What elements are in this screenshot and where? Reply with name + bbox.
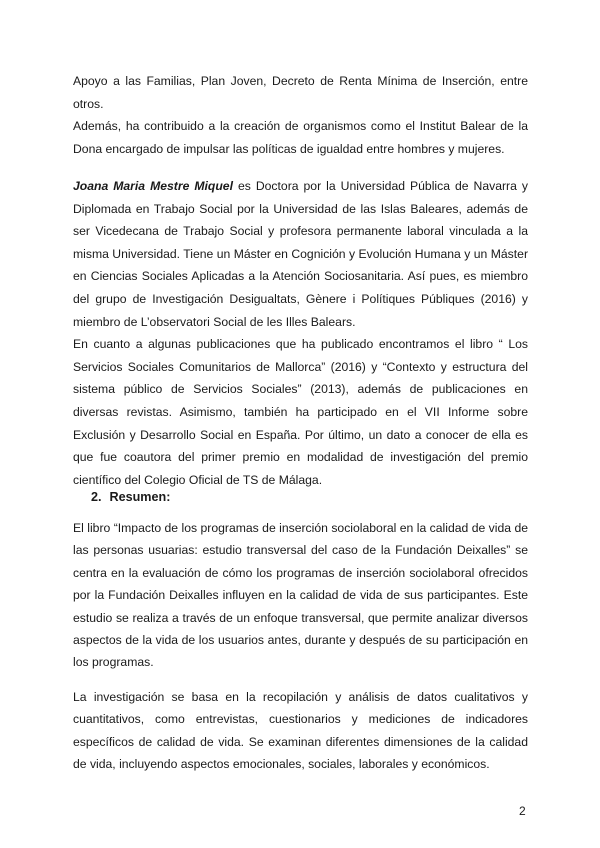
summary-text-1: El libro “Impacto de los programas de inserción sociolaboral en la calidad de vida de las personas usuarias: estudio transversal del caso de la Fundación Deixalles” se centra en la evaluación de cómo los programas de inserción sociolaboral ofrecidos por la Fundación Deixalles influyen en la calidad de vida de sus participantes. Este estudio se realiza a través de un enfoque transversal, que permite analizar diversos aspectos de la vida de los usuarios antes, durante y después de su participación en los programas.: [73, 521, 528, 670]
page-number: 2: [519, 804, 526, 818]
bio-paragraph-1: [73, 175, 528, 333]
bio-paragraph-2: En cuanto a algunas publicaciones que ha publicado encontramos el libro “ Los Servicios Sociales Comunitarios de Mallorca” (2016) y “Contexto y estructura del sistema público de Servicios Sociales” (2013), además de publicaciones en diversas revistas. Asimismo, también ha participado en el VII Informe sobre Exclusión y Desarrollo Social en España. Por último, un dato a conocer de ella es que fue coautora del primer premio en modalidad de investigación del premio científico del Colegio Oficial de TS de Málaga.: [73, 337, 528, 487]
summary-paragraph-1: [73, 517, 528, 674]
section-title: Resumen:: [109, 490, 171, 504]
summary-text-2: La investigación se basa en la recopilación y análisis de datos cualitativos y cuantitativos, como entrevistas, cuestionarios y mediciones de indicadores específicos de calidad de vida. Se examinan diferentes dimensiones de la calidad de vida, incluyendo aspectos emocionales, sociales, laborales y económicos.: [73, 690, 528, 772]
intro-line-2: Además, ha contribuido a la creación de organismos como el Institut Balear de la Dona encargado de impulsar las políticas de igualdad entre hombres y mujeres.: [73, 119, 528, 156]
bio-text-1: es Doctora por la Universidad Pública de Navarra y Diplomada en Trabajo Social por la Universidad de las Islas Baleares, además de ser Vicedecana de Trabajo Social y profesora permanente laboral vinculada a la misma Universidad. Tiene un Máster en Cognición y Evolución Humana y un Máster en Ciencias Sociales Aplicadas a la Atención Sociosanitaria. Así pues, es miembro del grupo de Investigación Desigualtats, Gènere i Polítiques Públiques (2016) y miembro de L’observatori Social de les Illes Balears.: [73, 179, 528, 329]
author-name: Joana Maria Mestre Miquel: [73, 179, 233, 193]
summary-paragraph-2: [73, 686, 528, 776]
section-heading: [91, 486, 170, 509]
section-number: 2.: [91, 490, 102, 504]
intro-paragraphs: [73, 70, 528, 160]
intro-line-1: Apoyo a las Familias, Plan Joven, Decreto de Renta Mínima de Inserción, entre otros.: [73, 74, 528, 111]
author-bio: [73, 175, 528, 491]
